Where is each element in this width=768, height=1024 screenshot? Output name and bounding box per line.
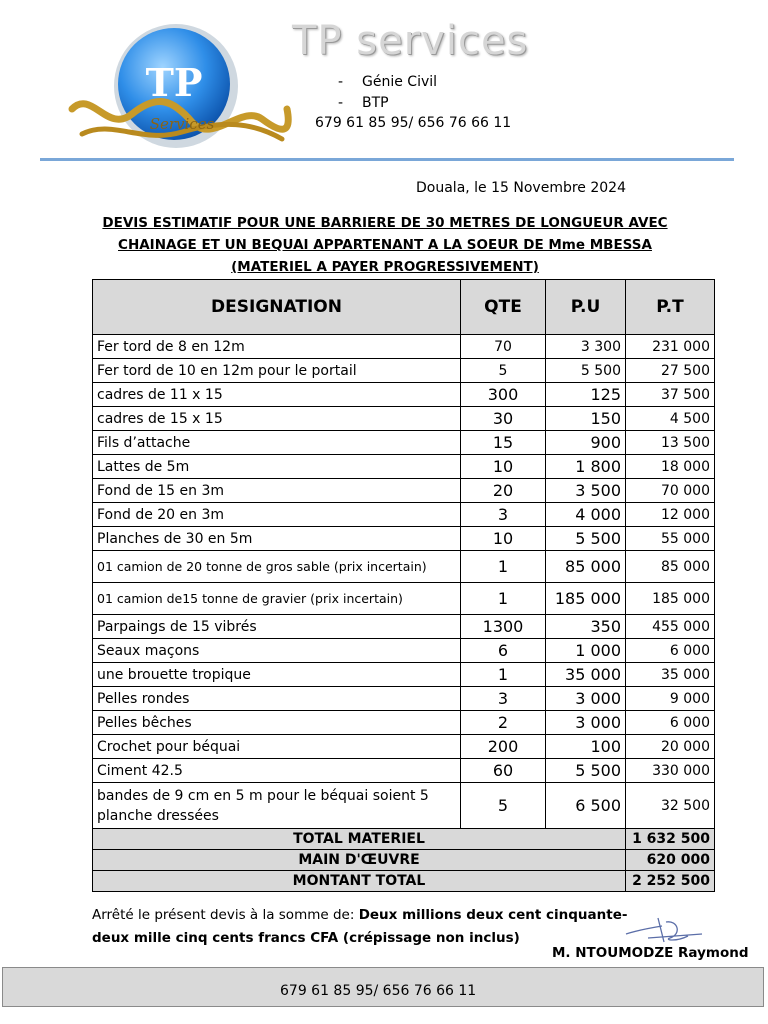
cell-pt: 18 000 bbox=[626, 455, 715, 479]
cell-designation: Lattes de 5m bbox=[93, 455, 461, 479]
cell-pu: 1 800 bbox=[546, 455, 626, 479]
table-row bbox=[93, 735, 715, 759]
cell-pu: 5 500 bbox=[546, 359, 626, 383]
table-header-row bbox=[93, 280, 715, 335]
cell-designation: Fond de 20 en 3m bbox=[93, 503, 461, 527]
cell-qte: 1300 bbox=[461, 615, 546, 639]
cell-qte: 70 bbox=[461, 335, 546, 359]
cell-pt: 13 500 bbox=[626, 431, 715, 455]
cell-qte: 30 bbox=[461, 407, 546, 431]
cell-designation: cadres de 11 x 15 bbox=[93, 383, 461, 407]
cell-designation: cadres de 15 x 15 bbox=[93, 407, 461, 431]
cell-qte: 60 bbox=[461, 759, 546, 783]
cell-designation: 01 camion de15 tonne de gravier (prix incertain) bbox=[93, 583, 461, 615]
cell-qte: 3 bbox=[461, 687, 546, 711]
table-row bbox=[93, 759, 715, 783]
closing-amount: Deux millions deux cent cinquante-deux mille cinq cents francs CFA (crépissage non inclus) bbox=[92, 907, 628, 946]
cell-pu: 900 bbox=[546, 431, 626, 455]
cell-qte: 15 bbox=[461, 431, 546, 455]
service-item bbox=[338, 72, 437, 93]
closing-prefix: Arrêté le présent devis à la somme de: bbox=[92, 907, 359, 923]
cell-pu: 5 500 bbox=[546, 527, 626, 551]
total-materiel-row bbox=[93, 829, 715, 850]
bullet: - bbox=[338, 95, 344, 111]
title-line bbox=[80, 234, 690, 256]
total-label: MONTANT TOTAL bbox=[93, 871, 626, 892]
cell-qte: 3 bbox=[461, 503, 546, 527]
table-row bbox=[93, 431, 715, 455]
title-text: DEVIS ESTIMATIF POUR UNE BARRIERE DE 30 METRES DE LONGUEUR AVEC bbox=[102, 215, 668, 231]
total-value: 1 632 500 bbox=[626, 829, 715, 850]
signature-mark bbox=[618, 912, 708, 948]
header-divider bbox=[40, 158, 734, 161]
cell-pu: 5 500 bbox=[546, 759, 626, 783]
cell-pt: 85 000 bbox=[626, 551, 715, 583]
table-row bbox=[93, 407, 715, 431]
cell-qte: 1 bbox=[461, 551, 546, 583]
services-list bbox=[338, 72, 437, 114]
title-text: CHAINAGE ET UN BEQUAI APPARTENANT A LA SOEUR DE Mme MBESSA bbox=[118, 237, 652, 253]
cell-pu: 3 300 bbox=[546, 335, 626, 359]
cell-pt: 27 500 bbox=[626, 359, 715, 383]
cell-pt: 6 000 bbox=[626, 639, 715, 663]
signatory-name: M. NTOUMODZE Raymond bbox=[552, 945, 749, 961]
cell-pt: 185 000 bbox=[626, 583, 715, 615]
cell-qte: 2 bbox=[461, 711, 546, 735]
cell-qte: 10 bbox=[461, 527, 546, 551]
table-row bbox=[93, 711, 715, 735]
cell-designation: Seaux maçons bbox=[93, 639, 461, 663]
logo-script: Services bbox=[149, 115, 215, 133]
table-row bbox=[93, 663, 715, 687]
table-row bbox=[93, 359, 715, 383]
cell-designation: Parpaings de 15 vibrés bbox=[93, 615, 461, 639]
cell-designation: 01 camion de 20 tonne de gros sable (prix incertain) bbox=[93, 551, 461, 583]
cell-pt: 20 000 bbox=[626, 735, 715, 759]
cell-designation: Pelles bêches bbox=[93, 711, 461, 735]
total-label: TOTAL MATERIEL bbox=[93, 829, 626, 850]
col-qte: QTE bbox=[461, 280, 546, 335]
cell-pu: 6 500 bbox=[546, 783, 626, 829]
table-row bbox=[93, 783, 715, 829]
service-label: Génie Civil bbox=[362, 74, 438, 90]
cell-qte: 6 bbox=[461, 639, 546, 663]
cell-pu: 3 500 bbox=[546, 479, 626, 503]
header-phone: 679 61 85 95/ 656 76 66 11 bbox=[315, 115, 512, 131]
cell-designation: Fond de 15 en 3m bbox=[93, 479, 461, 503]
cell-pt: 6 000 bbox=[626, 711, 715, 735]
title-text: (MATERIEL A PAYER PROGRESSIVEMENT) bbox=[231, 259, 539, 275]
cell-qte: 5 bbox=[461, 359, 546, 383]
table-row bbox=[93, 551, 715, 583]
table-row bbox=[93, 479, 715, 503]
cell-designation: Fer tord de 8 en 12m bbox=[93, 335, 461, 359]
cell-pt: 70 000 bbox=[626, 479, 715, 503]
table-row bbox=[93, 687, 715, 711]
document-title bbox=[80, 212, 690, 278]
cell-pu: 185 000 bbox=[546, 583, 626, 615]
closing-statement bbox=[92, 904, 652, 950]
cell-pu: 125 bbox=[546, 383, 626, 407]
cell-designation: une brouette tropique bbox=[93, 663, 461, 687]
col-designation: DESIGNATION bbox=[93, 280, 461, 335]
table-row bbox=[93, 615, 715, 639]
cell-pu: 150 bbox=[546, 407, 626, 431]
cell-pt: 32 500 bbox=[626, 783, 715, 829]
bullet: - bbox=[338, 74, 344, 90]
cell-pu: 3 000 bbox=[546, 687, 626, 711]
cell-qte: 200 bbox=[461, 735, 546, 759]
cell-designation: bandes de 9 cm en 5 m pour le béquai soient 5 planche dressées bbox=[93, 783, 461, 829]
company-name: TP services bbox=[292, 18, 529, 64]
logo-initials: TP bbox=[145, 60, 203, 105]
quote-table bbox=[92, 279, 715, 892]
main-oeuvre-row bbox=[93, 850, 715, 871]
cell-designation: Planches de 30 en 5m bbox=[93, 527, 461, 551]
company-logo bbox=[62, 14, 302, 159]
table-row bbox=[93, 527, 715, 551]
cell-pu: 35 000 bbox=[546, 663, 626, 687]
cell-pt: 455 000 bbox=[626, 615, 715, 639]
cell-pt: 12 000 bbox=[626, 503, 715, 527]
cell-pu: 3 000 bbox=[546, 711, 626, 735]
cell-qte: 20 bbox=[461, 479, 546, 503]
cell-qte: 300 bbox=[461, 383, 546, 407]
cell-pt: 9 000 bbox=[626, 687, 715, 711]
cell-designation: Ciment 42.5 bbox=[93, 759, 461, 783]
cell-designation: Pelles rondes bbox=[93, 687, 461, 711]
cell-qte: 1 bbox=[461, 583, 546, 615]
table-row bbox=[93, 503, 715, 527]
col-pt: P.T bbox=[626, 280, 715, 335]
service-item bbox=[338, 93, 437, 114]
table-row bbox=[93, 335, 715, 359]
service-label: BTP bbox=[362, 95, 389, 111]
cell-pt: 37 500 bbox=[626, 383, 715, 407]
table-row bbox=[93, 383, 715, 407]
montant-total-row bbox=[93, 871, 715, 892]
document-date: Douala, le 15 Novembre 2024 bbox=[416, 180, 626, 196]
cell-designation: Fils d’attache bbox=[93, 431, 461, 455]
table-row bbox=[93, 639, 715, 663]
cell-qte: 1 bbox=[461, 663, 546, 687]
cell-designation: Fer tord de 10 en 12m pour le portail bbox=[93, 359, 461, 383]
total-value: 620 000 bbox=[626, 850, 715, 871]
cell-pu: 100 bbox=[546, 735, 626, 759]
cell-qte: 5 bbox=[461, 783, 546, 829]
title-line bbox=[80, 212, 690, 234]
total-label: MAIN D'ŒUVRE bbox=[93, 850, 626, 871]
col-pu: P.U bbox=[546, 280, 626, 335]
table-row bbox=[93, 455, 715, 479]
cell-pt: 231 000 bbox=[626, 335, 715, 359]
cell-pu: 85 000 bbox=[546, 551, 626, 583]
cell-pt: 35 000 bbox=[626, 663, 715, 687]
cell-pu: 4 000 bbox=[546, 503, 626, 527]
cell-pt: 55 000 bbox=[626, 527, 715, 551]
cell-pu: 1 000 bbox=[546, 639, 626, 663]
footer-phone: 679 61 85 95/ 656 76 66 11 bbox=[280, 983, 477, 999]
cell-designation: Crochet pour béquai bbox=[93, 735, 461, 759]
cell-pt: 4 500 bbox=[626, 407, 715, 431]
cell-pt: 330 000 bbox=[626, 759, 715, 783]
total-value: 2 252 500 bbox=[626, 871, 715, 892]
table-row bbox=[93, 583, 715, 615]
title-line bbox=[80, 256, 690, 278]
footer-bar bbox=[2, 967, 764, 1007]
cell-pu: 350 bbox=[546, 615, 626, 639]
cell-qte: 10 bbox=[461, 455, 546, 479]
